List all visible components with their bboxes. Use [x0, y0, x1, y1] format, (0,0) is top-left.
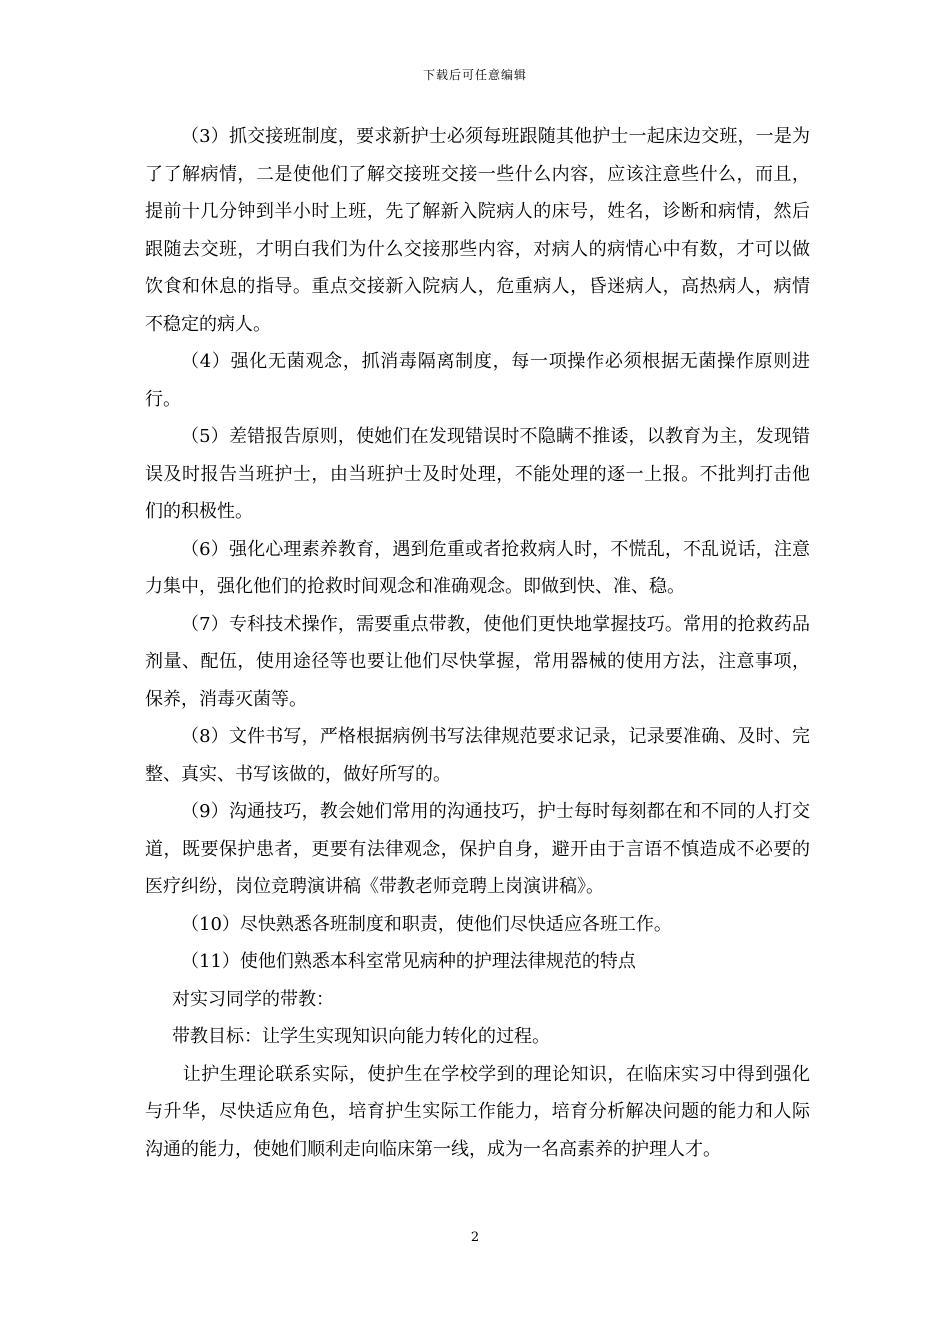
- page-header: 下载后可任意编辑: [422, 68, 527, 82]
- paragraph-item-11: （11）使他们熟悉本科室常见病种的护理法律规范的特点: [181, 951, 636, 972]
- paragraph-item-7: （7）专科技术操作，需要重点带教，使他们更快地掌握技巧。常用的抢救药品剂量、配伍，使用途径等也要让他们尽快掌握，常用器械的使用方法，注意事项，保养，消毒灭菌等。: [145, 613, 810, 710]
- paragraph-item-6: （6）强化心理素养教育，遇到危重或者抢救病人时，不慌乱，不乱说话，注意力集中，强化他们的抢救时间观念和准确观念。即做到快、准、稳。: [145, 538, 810, 597]
- paragraph-item-9: （9）沟通技巧，教会她们常用的沟通技巧，护士每时每刻都在和不同的人打交道，既要保护患者，更要有法律观念，保护自身，避开由于言语不慎造成不必要的医疗纠纷，岗位竞聘演讲稿《带教老师竞聘上岗演讲稿》。: [145, 801, 810, 897]
- teaching-goal-detail: 让护生理论联系实际，使护生在学校学到的理论知识，在临床实习中得到强化与升华，尽快适应角色，培育护生实际工作能力，培育分析解决问题的能力和人际沟通的能力，使她们顺利走向临床第一线，成为一名高素养的护理人才。: [145, 1063, 810, 1160]
- paragraph-item-5: （5）差错报告原则，使她们在发现错误时不隐瞒不推诿，以教育为主，发现错误及时报告当班护士，由当班护士及时处理，不能处理的逐一上报。不批判打击他们的积极性。: [145, 426, 810, 522]
- page-number: 2: [470, 1230, 480, 1245]
- document-body: [145, 118, 810, 1168]
- paragraph-item-10: （10）尽快熟悉各班制度和职责，使他们尽快适应各班工作。: [181, 913, 672, 935]
- teaching-goal: 带教目标：让学生实现知识向能力转化的过程。: [172, 1026, 550, 1047]
- paragraph-item-8: （8）文件书写，严格根据病例书写法律规范要求记录，记录要准确、及时、完整、真实、书写该做的，做好所写的。: [145, 726, 810, 785]
- paragraph-item-3: （3）抓交接班制度，要求新护士必须每班跟随其他护士一起床边交班，一是为了了解病情，二是使他们了解交接班交接一些什么内容，应该注意些什么，而且，提前十几分钟到半小时上班，先了解新入院病人的床号，姓名，诊断和病情，然后跟随去交班，才明白我们为什么交接那些内容，对病人的病情心中有数，才可以做饮食和休息的指导。重点交接新入院病人，危重病人，昏迷病人，高热病人，病情不稳定的病人。: [145, 126, 810, 335]
- paragraph-item-4: （4）强化无菌观念，抓消毒隔离制度，每一项操作必须根据无菌操作原则进行。: [145, 351, 810, 410]
- intern-teaching-heading: 对实习同学的带教：: [172, 988, 334, 1010]
